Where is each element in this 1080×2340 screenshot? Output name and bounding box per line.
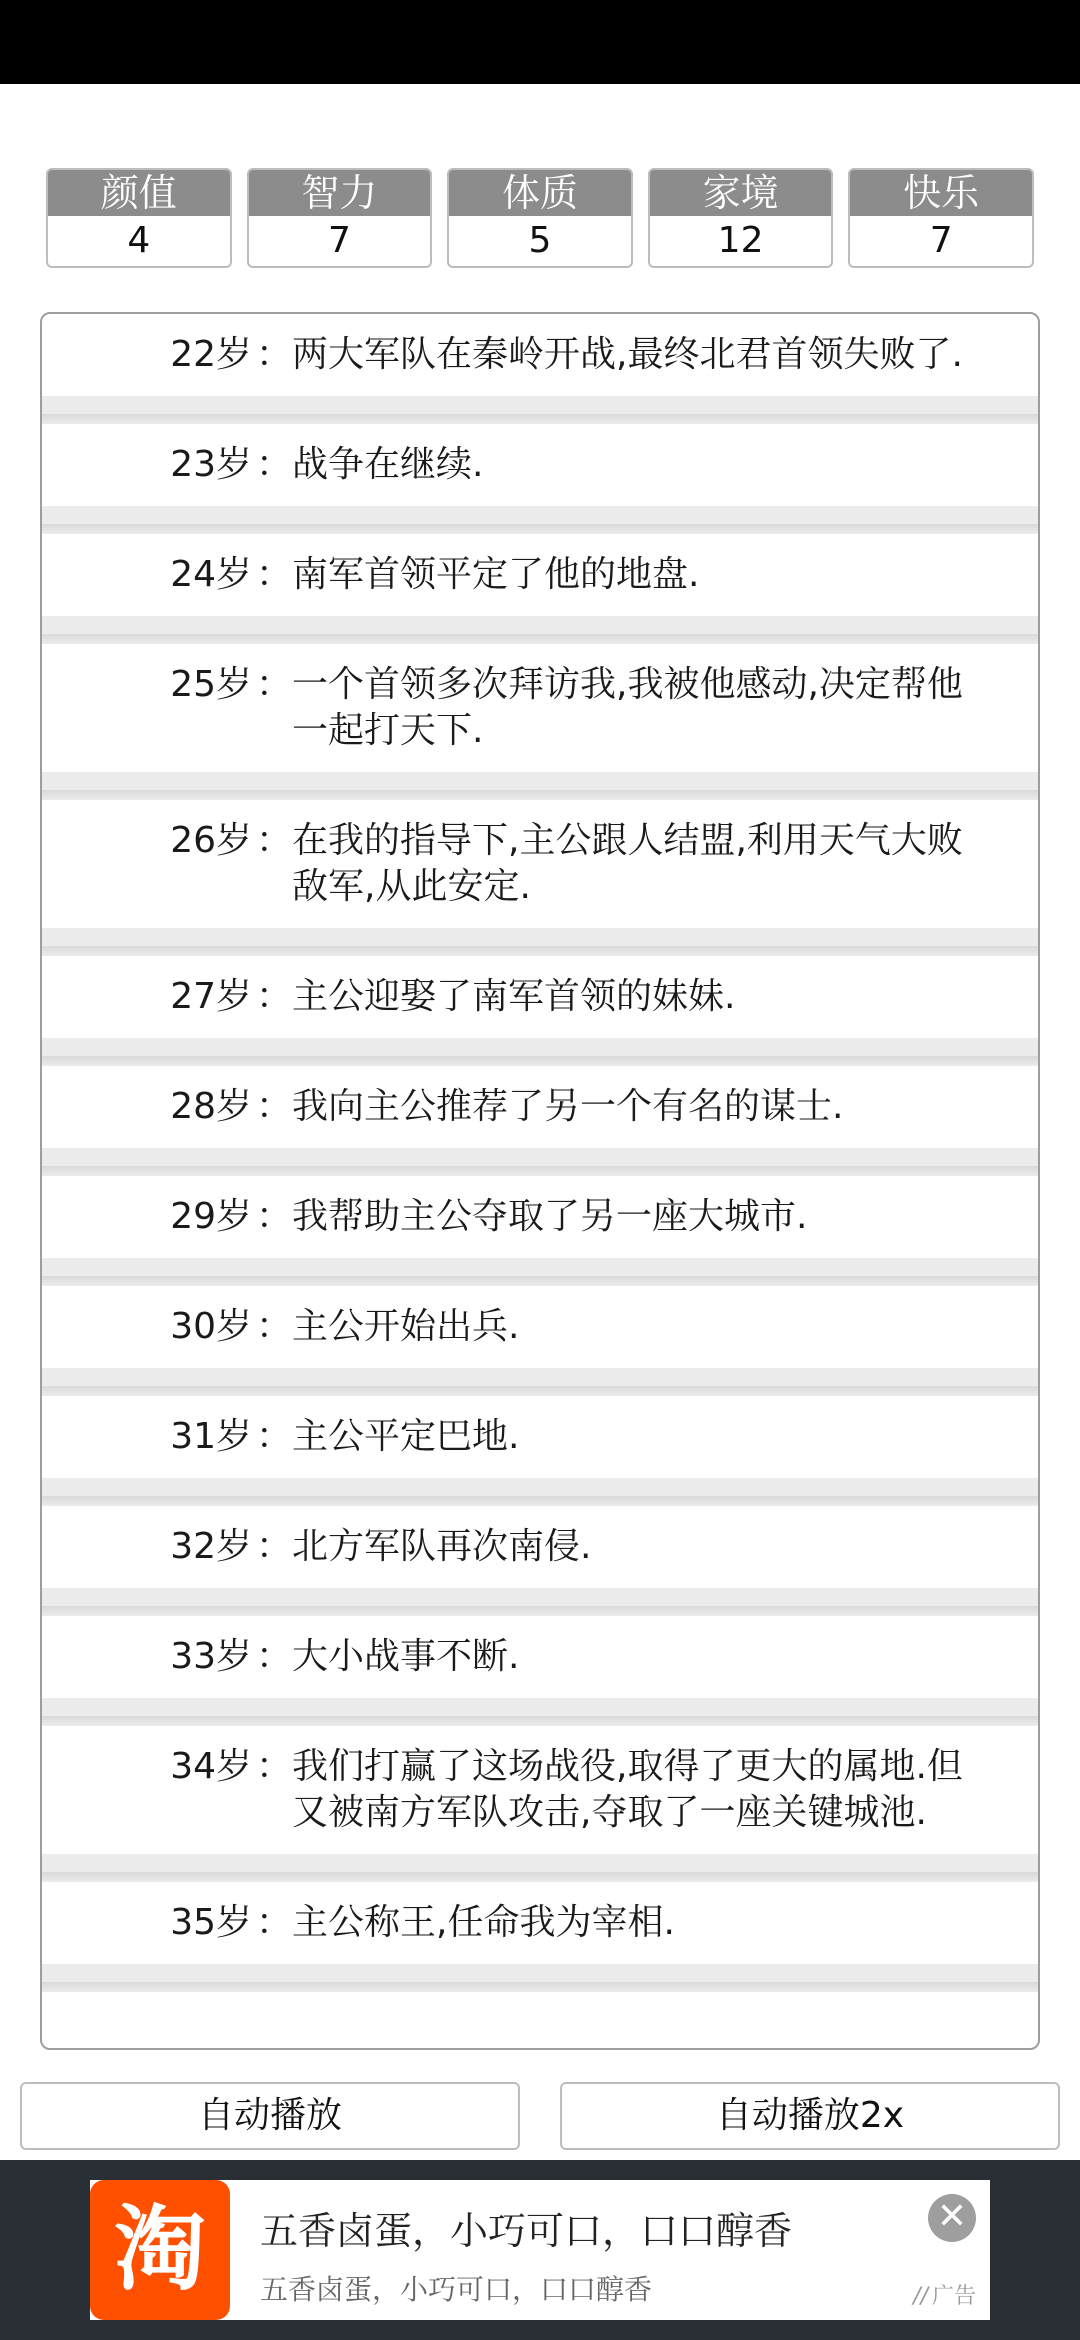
event-text: 主公开始出兵. <box>292 1306 520 1347</box>
ad-banner[interactable] <box>90 2180 990 2320</box>
attribute-value: 5 <box>528 220 552 261</box>
event-age: 23岁 <box>170 444 252 485</box>
event-row <box>42 1726 1038 1882</box>
ad-area <box>0 2160 1080 2340</box>
event-age: 34岁 <box>170 1746 252 1787</box>
attribute-constitution <box>447 168 633 268</box>
ad-subtitle: 五香卤蛋，小巧可口，口口醇香 <box>260 2273 653 2306</box>
autoplay-button[interactable]: 自动播放 <box>20 2082 520 2150</box>
event-separator: ： <box>256 664 293 705</box>
event-separator: ： <box>256 976 293 1017</box>
event-text: 北方军队再次南侵. <box>292 1526 592 1567</box>
event-age: 24岁 <box>170 554 252 595</box>
event-age: 29岁 <box>170 1196 252 1237</box>
attribute-label: 家境 <box>650 170 832 216</box>
attribute-appearance <box>46 168 232 268</box>
attribute-happiness <box>848 168 1034 268</box>
close-icon[interactable]: ✕ <box>928 2194 976 2242</box>
event-separator: ： <box>256 1196 293 1237</box>
event-row <box>42 1396 1038 1506</box>
attribute-intelligence <box>247 168 433 268</box>
event-text: 南军首领平定了他的地盘. <box>292 554 700 595</box>
ad-label <box>913 2279 976 2310</box>
ad-title: 五香卤蛋，小巧可口，口口醇香 <box>260 2209 793 2253</box>
event-separator: ： <box>256 1526 293 1567</box>
event-text: 我帮助主公夺取了另一座大城市. <box>292 1196 808 1237</box>
autoplay-2x-button[interactable]: 自动播放2x <box>560 2082 1060 2150</box>
event-age: 35岁 <box>170 1902 252 1943</box>
event-text: 主公平定巴地. <box>292 1416 520 1457</box>
event-row <box>42 1882 1038 1992</box>
event-age: 27岁 <box>170 976 252 1017</box>
event-row <box>42 1286 1038 1396</box>
event-separator: ： <box>256 334 293 375</box>
attribute-label: 体质 <box>449 170 631 216</box>
event-separator: ： <box>256 1086 293 1127</box>
event-text: 我向主公推荐了另一个有名的谋士. <box>292 1086 844 1127</box>
event-row <box>42 956 1038 1066</box>
event-separator: ： <box>256 1306 293 1347</box>
event-separator: ： <box>256 1902 293 1943</box>
event-age: 25岁 <box>170 664 252 705</box>
event-row <box>42 1616 1038 1726</box>
event-row <box>42 314 1038 424</box>
status-bar <box>0 0 1080 84</box>
taobao-logo-icon: 淘 <box>90 2180 230 2320</box>
attribute-value: 4 <box>127 220 151 261</box>
event-separator: ： <box>256 1636 293 1677</box>
event-separator: ： <box>256 554 293 595</box>
attribute-value: 7 <box>327 220 351 261</box>
event-text: 一个首领多次拜访我,我被他感动,决定帮他一起打天下. <box>292 664 963 751</box>
event-separator: ： <box>256 1746 293 1787</box>
attribute-label: 颜值 <box>48 170 230 216</box>
event-age: 31岁 <box>170 1416 252 1457</box>
attribute-label: 快乐 <box>850 170 1032 216</box>
event-text: 我们打赢了这场战役,取得了更大的属地.但又被南方军队攻击,夺取了一座关键城池. <box>292 1746 963 1833</box>
attribute-value: 12 <box>717 220 764 261</box>
event-text: 大小战事不断. <box>292 1636 520 1677</box>
event-row <box>42 800 1038 956</box>
attribute-label: 智力 <box>249 170 431 216</box>
ad-tag-text: 广告 <box>931 2284 976 2309</box>
attribute-value: 7 <box>929 220 953 261</box>
event-age: 33岁 <box>170 1636 252 1677</box>
event-age: 30岁 <box>170 1306 252 1347</box>
event-age: 28岁 <box>170 1086 252 1127</box>
event-text: 主公称王,任命我为宰相. <box>292 1902 675 1943</box>
life-event-list[interactable] <box>40 312 1040 2050</box>
event-text: 主公迎娶了南军首领的妹妹. <box>292 976 736 1017</box>
event-row <box>42 424 1038 534</box>
event-age: 22岁 <box>170 334 252 375</box>
event-age: 26岁 <box>170 820 252 861</box>
event-text: 在我的指导下,主公跟人结盟,利用天气大败敌军,从此安定. <box>292 820 963 907</box>
event-text: 战争在继续. <box>292 444 484 485</box>
playback-controls <box>20 2082 1060 2150</box>
event-row <box>42 1506 1038 1616</box>
event-row <box>42 1066 1038 1176</box>
ad-mark-icon: // <box>913 2284 928 2309</box>
event-text: 两大军队在秦岭开战,最终北君首领失败了. <box>292 334 963 375</box>
event-row <box>42 644 1038 800</box>
attribute-panel <box>46 168 1034 268</box>
event-row <box>42 1176 1038 1286</box>
event-separator: ： <box>256 1416 293 1457</box>
event-separator: ： <box>256 444 293 485</box>
attribute-family <box>648 168 834 268</box>
event-separator: ： <box>256 820 293 861</box>
event-age: 32岁 <box>170 1526 252 1567</box>
event-row <box>42 534 1038 644</box>
